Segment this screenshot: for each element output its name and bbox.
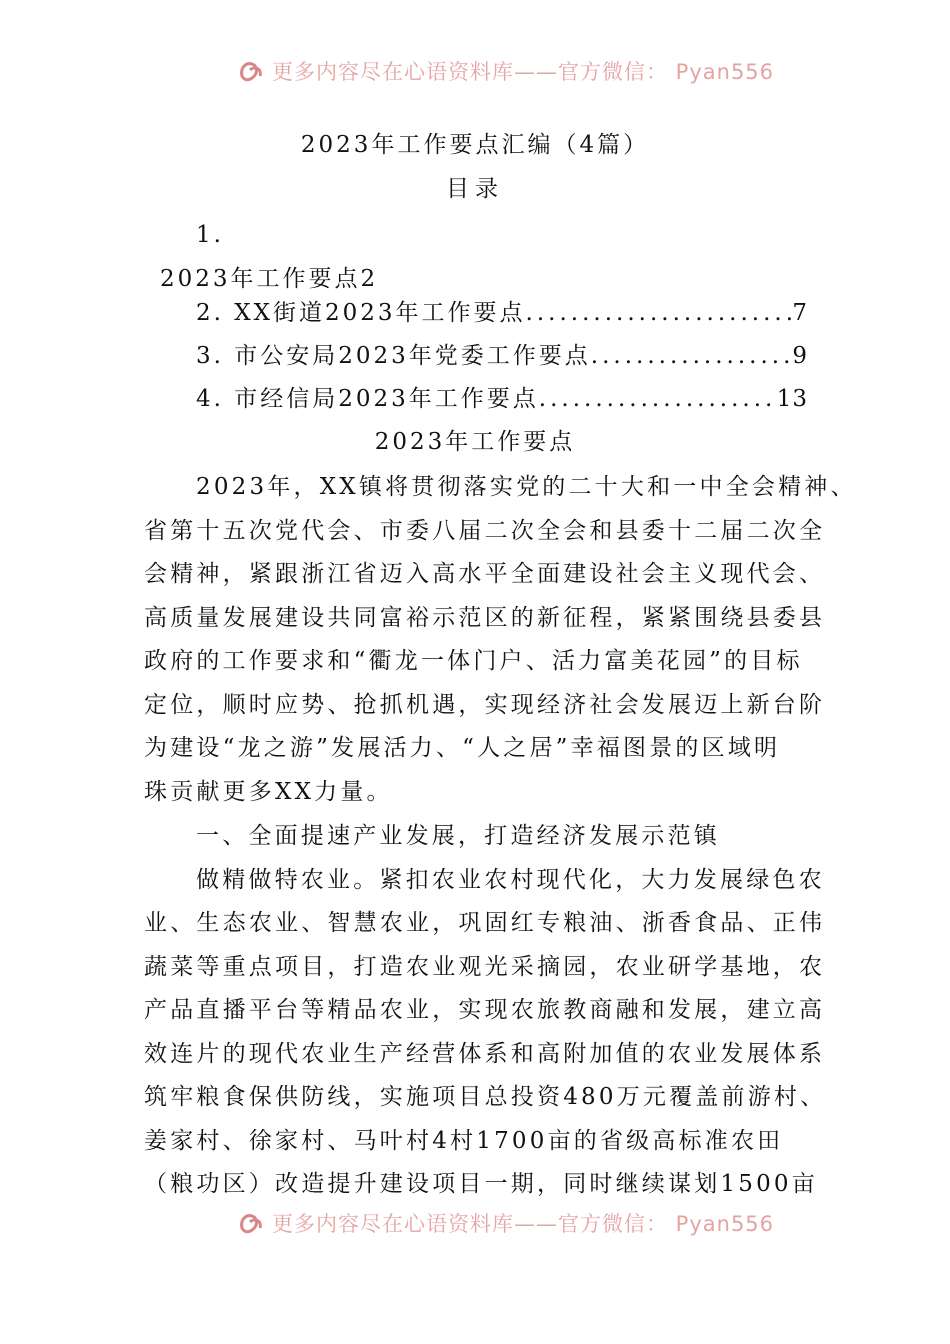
paragraph-line: 效连片的现代农业生产经营体系和高附加值的农业发展体系 [144, 1041, 826, 1067]
paragraph-line: 业、生态农业、智慧农业，巩固红专粮油、浙香食品、正伟 [144, 910, 826, 936]
toc-item-1-title[interactable]: 2023年工作要点2 [160, 266, 379, 292]
toc-item-3[interactable] [196, 341, 808, 371]
section-heading-one: 一、全面提速产业发展，打造经济发展示范镇 [196, 823, 720, 849]
paragraph-line: （粮功区）改造提升建设项目一期，同时继续谋划1500亩 [144, 1171, 818, 1197]
paragraph-line: 姜家村、徐家村、马叶村4村1700亩的省级高标准农田 [144, 1128, 784, 1154]
paragraph-line: 做精做特农业。紧扣农业农村现代化，大力发展绿色农 [196, 867, 825, 893]
paragraph-line: 省第十五次党代会、市委八届二次全会和县委十二届二次全 [144, 518, 826, 544]
toc-item-1-number[interactable]: 1. [196, 222, 224, 248]
watermark-header [236, 54, 774, 88]
paragraph-line: 筑牢粮食保供防线，实施项目总投资480万元覆盖前游村、 [144, 1084, 827, 1110]
paragraph-line: 高质量发展建设共同富裕示范区的新征程，紧紧围绕县委县 [144, 605, 826, 631]
toc-page-number: 7 [792, 300, 808, 326]
paragraph-line: 为建设“龙之游”发展活力、“人之居”幸福图景的区域明 [144, 735, 781, 761]
toc-item-4[interactable] [196, 384, 808, 414]
watermark-text: 更多内容尽在心语资料库——官方微信： Pyan556 [272, 1212, 775, 1236]
watermark-text: 更多内容尽在心语资料库——官方微信： Pyan556 [272, 60, 775, 84]
toc-item-2[interactable] [196, 298, 808, 328]
document-title: 2023年工作要点汇编（4篇） [300, 132, 650, 158]
toc-page-number: 9 [792, 343, 808, 369]
toc-page-number: 13 [776, 386, 808, 412]
logo-icon [236, 56, 266, 86]
paragraph-line: 产品直播平台等精品农业，实现农旅教商融和发展，建立高 [144, 997, 826, 1023]
toc-item-label: 2. XX街道2023年工作要点 [196, 300, 526, 326]
toc-item-label: 3. 市公安局2023年党委工作要点 [196, 343, 591, 369]
toc-heading: 目录 [446, 176, 504, 202]
toc-leader-dots [539, 384, 777, 414]
paragraph-line: 珠贡献更多XX力量。 [144, 779, 393, 805]
toc-leader-dots [591, 341, 793, 371]
section-title: 2023年工作要点 [374, 429, 576, 455]
paragraph-line: 2023年，XX镇将贯彻落实党的二十大和一中全会精神、 [196, 474, 857, 500]
toc-item-label: 4. 市经信局2023年工作要点 [196, 386, 539, 412]
logo-icon [236, 1208, 266, 1238]
paragraph-line: 会精神，紧跟浙江省迈入高水平全面建设社会主义现代会、 [144, 561, 826, 587]
toc-leader-dots [526, 298, 793, 328]
watermark-footer [236, 1206, 774, 1240]
paragraph-line: 政府的工作要求和“衢龙一体门户、活力富美花园”的目标 [144, 648, 803, 674]
paragraph-line: 蔬菜等重点项目，打造农业观光采摘园，农业研学基地，农 [144, 954, 826, 980]
paragraph-line: 定位，顺时应势、抢抓机遇，实现经济社会发展迈上新台阶 [144, 692, 826, 718]
